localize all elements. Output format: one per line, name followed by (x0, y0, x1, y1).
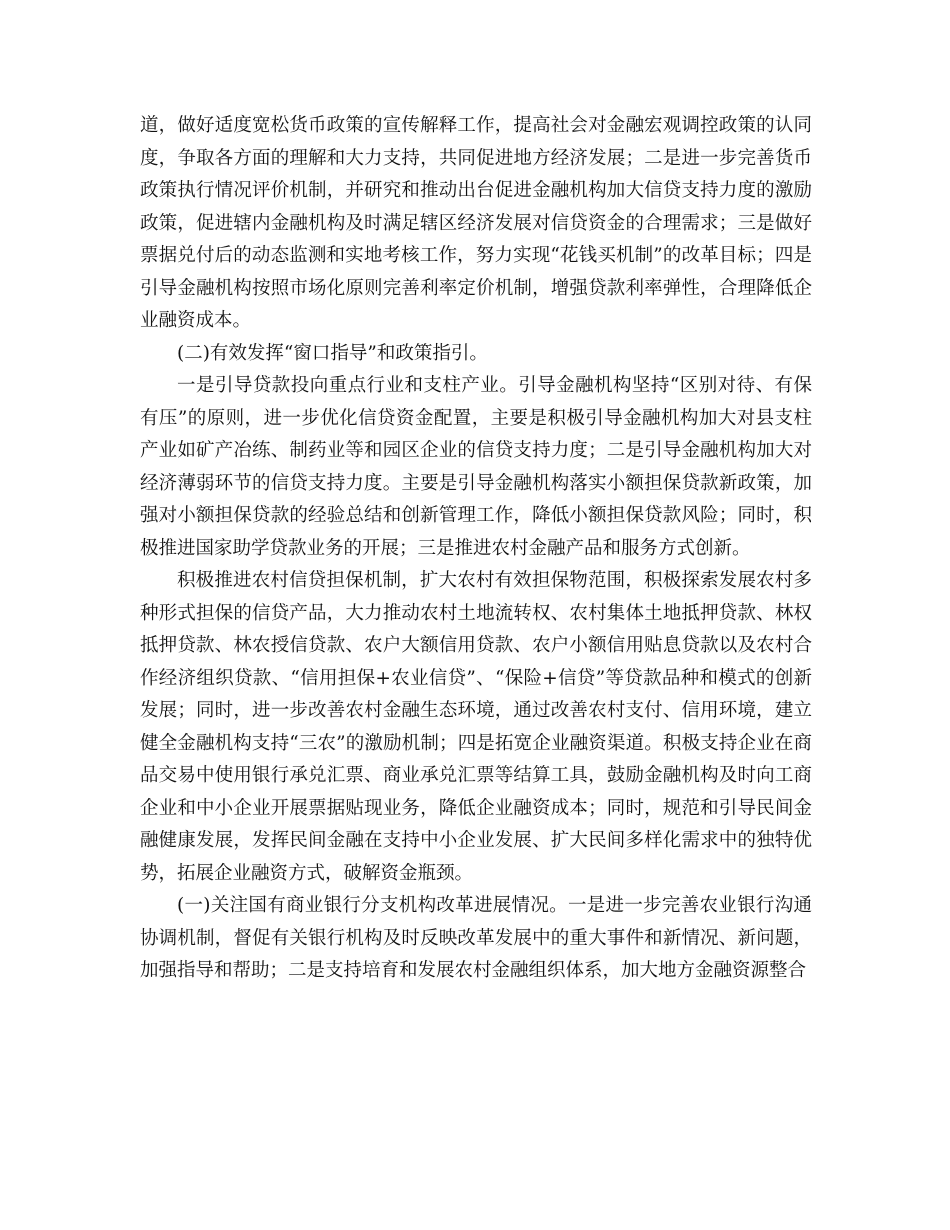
section-heading-window-guidance: (二)有效发挥“窗口指导”和政策指引。 (177, 342, 488, 364)
paragraph-rural-credit-guarantee: 积极推进农村信贷担保机制，扩大农村有效担保物范围，积极探索发展农村多种形式担保的信贷产品，大力推动农村土地流转权、农村集体土地抵押贷款、林权抵押贷款、林农授信贷款、农户大额信用贷款、农户小额信用贴息贷款以及农村合作经济组织贷款、“信用担保+农业信贷”、“保险+信贷”等贷款品种和模式的创新发展；同时，进一步改善农村金融生态环境，通过改善农村支付、信用环境，建立健全金融机构支持“三农”的激励机制；四是拓宽企业融资渠道。积极支持企业在商品交易中使用银行承兑汇票、商业承兑汇票等结算工具，鼓励金融机构及时向工商企业和中小企业开展票据贴现业务，降低企业融资成本；同时，规范和引导民间金融健康发展，发挥民间金融在支持中小企业发展、扩大民间多样化需求中的独特优势，拓展企业融资方式，破解资金瓶颈。 (140, 570, 812, 884)
paragraph-bank-reform: (一)关注国有商业银行分支机构改革进展情况。一是进一步完善农业银行沟通协调机制，督促有关银行机构及时反映改革发展中的重大事件和新情况、新问题，加强指导和帮助；二是支持培育和发展农村金融组织体系，加大地方金融资源整合 (140, 895, 812, 981)
paragraph-continuation: 道，做好适度宽松货币政策的宣传解释工作，提高社会对金融宏观调控政策的认同度，争取各方面的理解和大力支持，共同促进地方经济发展；二是进一步完善货币政策执行情况评价机制，并研究和推动出台促进金融机构加大信贷支持力度的激励政策，促进辖内金融机构及时满足辖区经济发展对信贷资金的合理需求；三是做好票据兑付后的动态监测和实地考核工作，努力实现“花钱买机制”的改革目标；四是引导金融机构按照市场化原则完善利率定价机制，增强贷款利率弹性，合理降低企业融资成本。 (140, 115, 812, 331)
paragraph-loan-direction: 一是引导贷款投向重点行业和支柱产业。引导金融机构坚持“区别对待、有保有压”的原则，进一步优化信贷资金配置，主要是积极引导金融机构加大对县支柱产业如矿产冶练、制药业等和园区企业的信贷支持力度；二是引导金融机构加大对经济薄弱环节的信贷支持力度。主要是引导金融机构落实小额担保贷款新政策，加强对小额担保贷款的经验总结和创新管理工作，降低小额担保贷款风险；同时，积极推进国家助学贷款业务的开展；三是推进农村金融产品和服务方式创新。 (140, 375, 812, 559)
document-body (140, 110, 812, 988)
